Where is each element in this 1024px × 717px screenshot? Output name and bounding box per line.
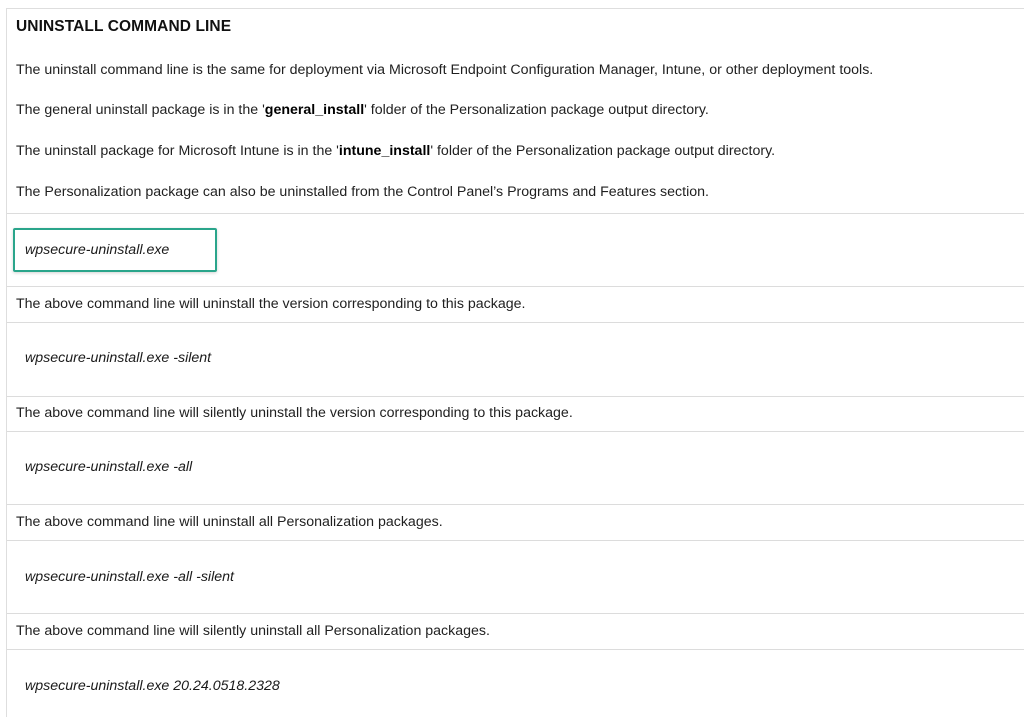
general-install-folder: general_install [264,102,365,118]
paragraph-general-install-post: ' folder of the Personalization package output directory. [364,102,709,118]
paragraph-deployment: The uninstall command line is the same for deployment via Microsoft Endpoint Configuration Manager, Intune, or other deployment tools. [16,62,874,78]
separator [7,431,1024,432]
separator [7,504,1024,505]
uninstall-document [6,8,1024,717]
description-uninstall: The above command line will uninstall the version corresponding to this package. [16,296,526,312]
paragraph-intune-install-pre: The uninstall package for Microsoft Intune is in the ' [16,143,339,159]
intro-section [7,9,1024,213]
paragraph-general-install-pre: The general uninstall package is in the ' [16,102,265,118]
paragraph-control-panel: The Personalization package can also be uninstalled from the Control Panel’s Programs and Features section. [16,184,709,200]
command-highlight-box [13,228,217,272]
section-title: UNINSTALL COMMAND LINE [16,18,232,35]
separator [7,286,1024,287]
paragraph-intune-install-post: ' folder of the Personalization package output directory. [430,143,776,159]
command-uninstall: wpsecure-uninstall.exe [25,242,170,258]
description-uninstall-all: The above command line will uninstall all Personalization packages. [16,514,443,530]
command-uninstall-all-silent: wpsecure-uninstall.exe -all -silent [25,569,234,585]
separator [7,649,1024,650]
description-uninstall-all-silent: The above command line will silently uninstall all Personalization packages. [16,623,490,639]
separator [7,613,1024,614]
separator [7,396,1024,397]
separator [7,322,1024,323]
separator [7,213,1024,214]
paragraph-general-install [16,102,709,118]
command-uninstall-version: wpsecure-uninstall.exe 20.24.0518.2328 [25,678,280,694]
command-uninstall-silent: wpsecure-uninstall.exe -silent [25,350,212,366]
description-uninstall-silent: The above command line will silently uninstall the version corresponding to this package. [16,405,573,421]
separator [7,540,1024,541]
paragraph-intune-install [16,143,775,159]
command-uninstall-all: wpsecure-uninstall.exe -all [25,459,193,475]
intune-install-folder: intune_install [338,143,431,159]
